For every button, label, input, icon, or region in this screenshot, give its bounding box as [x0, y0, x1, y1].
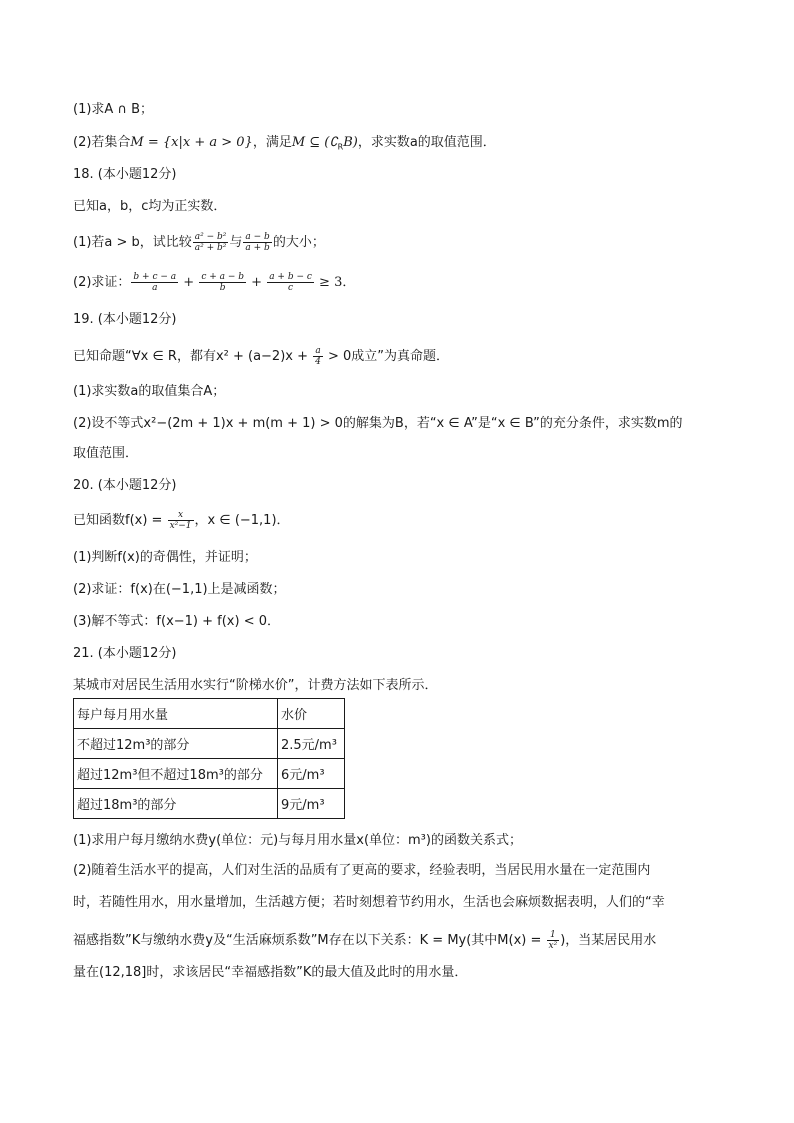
q21-intro: 某城市对居民生活用水实行“阶梯水价”，计费方法如下表所示． — [73, 678, 438, 693]
q18-part1-suffix: 的大小； — [272, 235, 325, 250]
table-cell-price: 2.5元/m³ — [278, 729, 345, 759]
q18-sum-fraction-1-num: b + c − a — [133, 272, 177, 282]
q18-part2-suffix: ≥ 3． — [319, 275, 356, 290]
q20-intro-prefix: 已知函数f(x) = — [73, 513, 167, 528]
q21-part2-line2: 时，若随性用水，用水量增加，生活越方便；若时刻想着节约用水，生活也会麻烦数据表明，人们的“幸 — [73, 895, 665, 910]
q17-condition-end: B) — [343, 135, 358, 150]
water-price-table — [73, 698, 345, 819]
q20-part2: (2)求证：f(x)在(−1,1)上是减函数； — [73, 582, 286, 597]
q21-fraction-num: 1 — [547, 930, 560, 941]
q17-set-m: M = {x|x + a > 0} — [130, 135, 253, 150]
q18-part1-prefix: (1)若a > b，试比较 — [73, 235, 192, 250]
q18-fraction-2-num: a − b — [245, 232, 270, 242]
q21-part2-line1: (2)随着生活水平的提高，人们对生活的品质有了更高的要求，经验表明，当居民用水量在一定范围内 — [73, 863, 651, 878]
q19-part1: (1)求实数a的取值集合A； — [73, 384, 226, 399]
q18-part1-mid: 与 — [229, 235, 243, 250]
q18-fraction-2 — [243, 232, 271, 253]
plus-sign: + — [251, 275, 263, 290]
q18-sum-fraction-3-num: a + b − c — [269, 272, 312, 282]
q18-part1 — [73, 232, 325, 253]
q21-part1: (1)求用户每月缴纳水费y(单位：元)与每月用水量x(单位：m³)的函数关系式； — [73, 833, 522, 848]
q21-part2-line3-prefix: 福感指数”K与缴纳水费y及“生活麻烦系数”M存在以下关系：K = My(其中M(x) = — [73, 933, 546, 948]
q20-intro — [73, 510, 290, 531]
q19-intro-prefix: 已知命题“∀x ∈ R，都有x² + (a−2)x + — [73, 349, 313, 364]
q18-header: 18. (本小题12分) — [73, 167, 177, 182]
q17-part2-mid: ，满足 — [252, 135, 292, 150]
q20-part1: (1)判断f(x)的奇偶性，并证明； — [73, 550, 257, 565]
q18-fraction-1-num: a² − b² — [194, 232, 227, 242]
table-row — [74, 789, 345, 819]
q18-sum-fraction-3-den: c — [288, 283, 294, 293]
table-row — [74, 729, 345, 759]
table-cell-price: 6元/m³ — [278, 759, 345, 789]
q18-sum-fraction-1-den: a — [152, 283, 158, 293]
q18-fraction-1 — [193, 232, 229, 253]
q18-fraction-2-den: a + b — [245, 243, 270, 253]
q20-fraction — [168, 510, 194, 531]
q18-sum-fraction-3 — [267, 272, 314, 293]
q18-fraction-1-den: a² + b² — [194, 243, 227, 253]
q17-part2-suffix: ，求实数a的取值范围． — [357, 135, 496, 150]
q21-part2-line4: 量在(12,18]时，求该居民“幸福感指数”K的最大值及此时的用水量． — [73, 965, 468, 980]
q18-sum-fraction-2-den: b — [219, 283, 226, 293]
q21-header: 21. (本小题12分) — [73, 646, 177, 661]
table-row — [74, 759, 345, 789]
table-header-row — [74, 699, 345, 729]
q19-intro-suffix: > 0成立”为真命题． — [323, 349, 450, 364]
q17-condition-sub: R — [337, 142, 344, 152]
table-header-usage: 每户每月用水量 — [74, 699, 278, 729]
q21-part2-line3-suffix: )，当某居民用水 — [560, 933, 657, 948]
q18-sum-fraction-2 — [199, 272, 246, 293]
q17-part2 — [73, 134, 496, 157]
q17-part1: (1)求A ∩ B； — [73, 102, 154, 117]
q18-part2-prefix: (2)求证： — [73, 275, 131, 290]
q19-part2-continued: 取值范围． — [73, 446, 139, 461]
q21-fraction-den: x² — [548, 941, 558, 951]
q19-fraction-den: 4 — [315, 357, 321, 367]
q18-part2 — [73, 272, 355, 293]
q20-header: 20. (本小题12分) — [73, 478, 177, 493]
q17-part2-prefix: (2)若集合 — [73, 135, 131, 150]
table-cell-usage: 超过18m³的部分 — [74, 789, 278, 819]
plus-sign: + — [183, 275, 195, 290]
q19-header: 19. (本小题12分) — [73, 312, 177, 327]
q18-sum-fraction-1 — [131, 272, 178, 293]
q20-intro-suffix: ，x ∈ (−1,1)． — [194, 513, 290, 528]
q20-part3: (3)解不等式：f(x−1) + f(x) < 0． — [73, 614, 280, 629]
q17-condition: M ⊆ (∁ — [291, 135, 338, 150]
table-cell-price: 9元/m³ — [278, 789, 345, 819]
q20-fraction-num: x — [168, 510, 194, 521]
q19-fraction-num: a — [313, 346, 323, 357]
q20-fraction-den: x²−1 — [169, 521, 192, 531]
table-header-price: 水价 — [278, 699, 345, 729]
q21-part2-line3 — [73, 930, 656, 951]
q19-part2: (2)设不等式x²−(2m + 1)x + m(m + 1) > 0的解集为B，若“x ∈ A”是“x ∈ B”的充分条件，求实数m的 — [73, 416, 683, 431]
table-cell-usage: 不超过12m³的部分 — [74, 729, 278, 759]
table-cell-usage: 超过12m³但不超过18m³的部分 — [74, 759, 278, 789]
q18-intro: 已知a，b，c均为正实数． — [73, 199, 227, 214]
q19-fraction — [313, 346, 323, 367]
q18-sum-fraction-2-num: c + a − b — [201, 272, 245, 282]
q19-intro — [73, 346, 449, 367]
q21-fraction — [547, 930, 560, 951]
